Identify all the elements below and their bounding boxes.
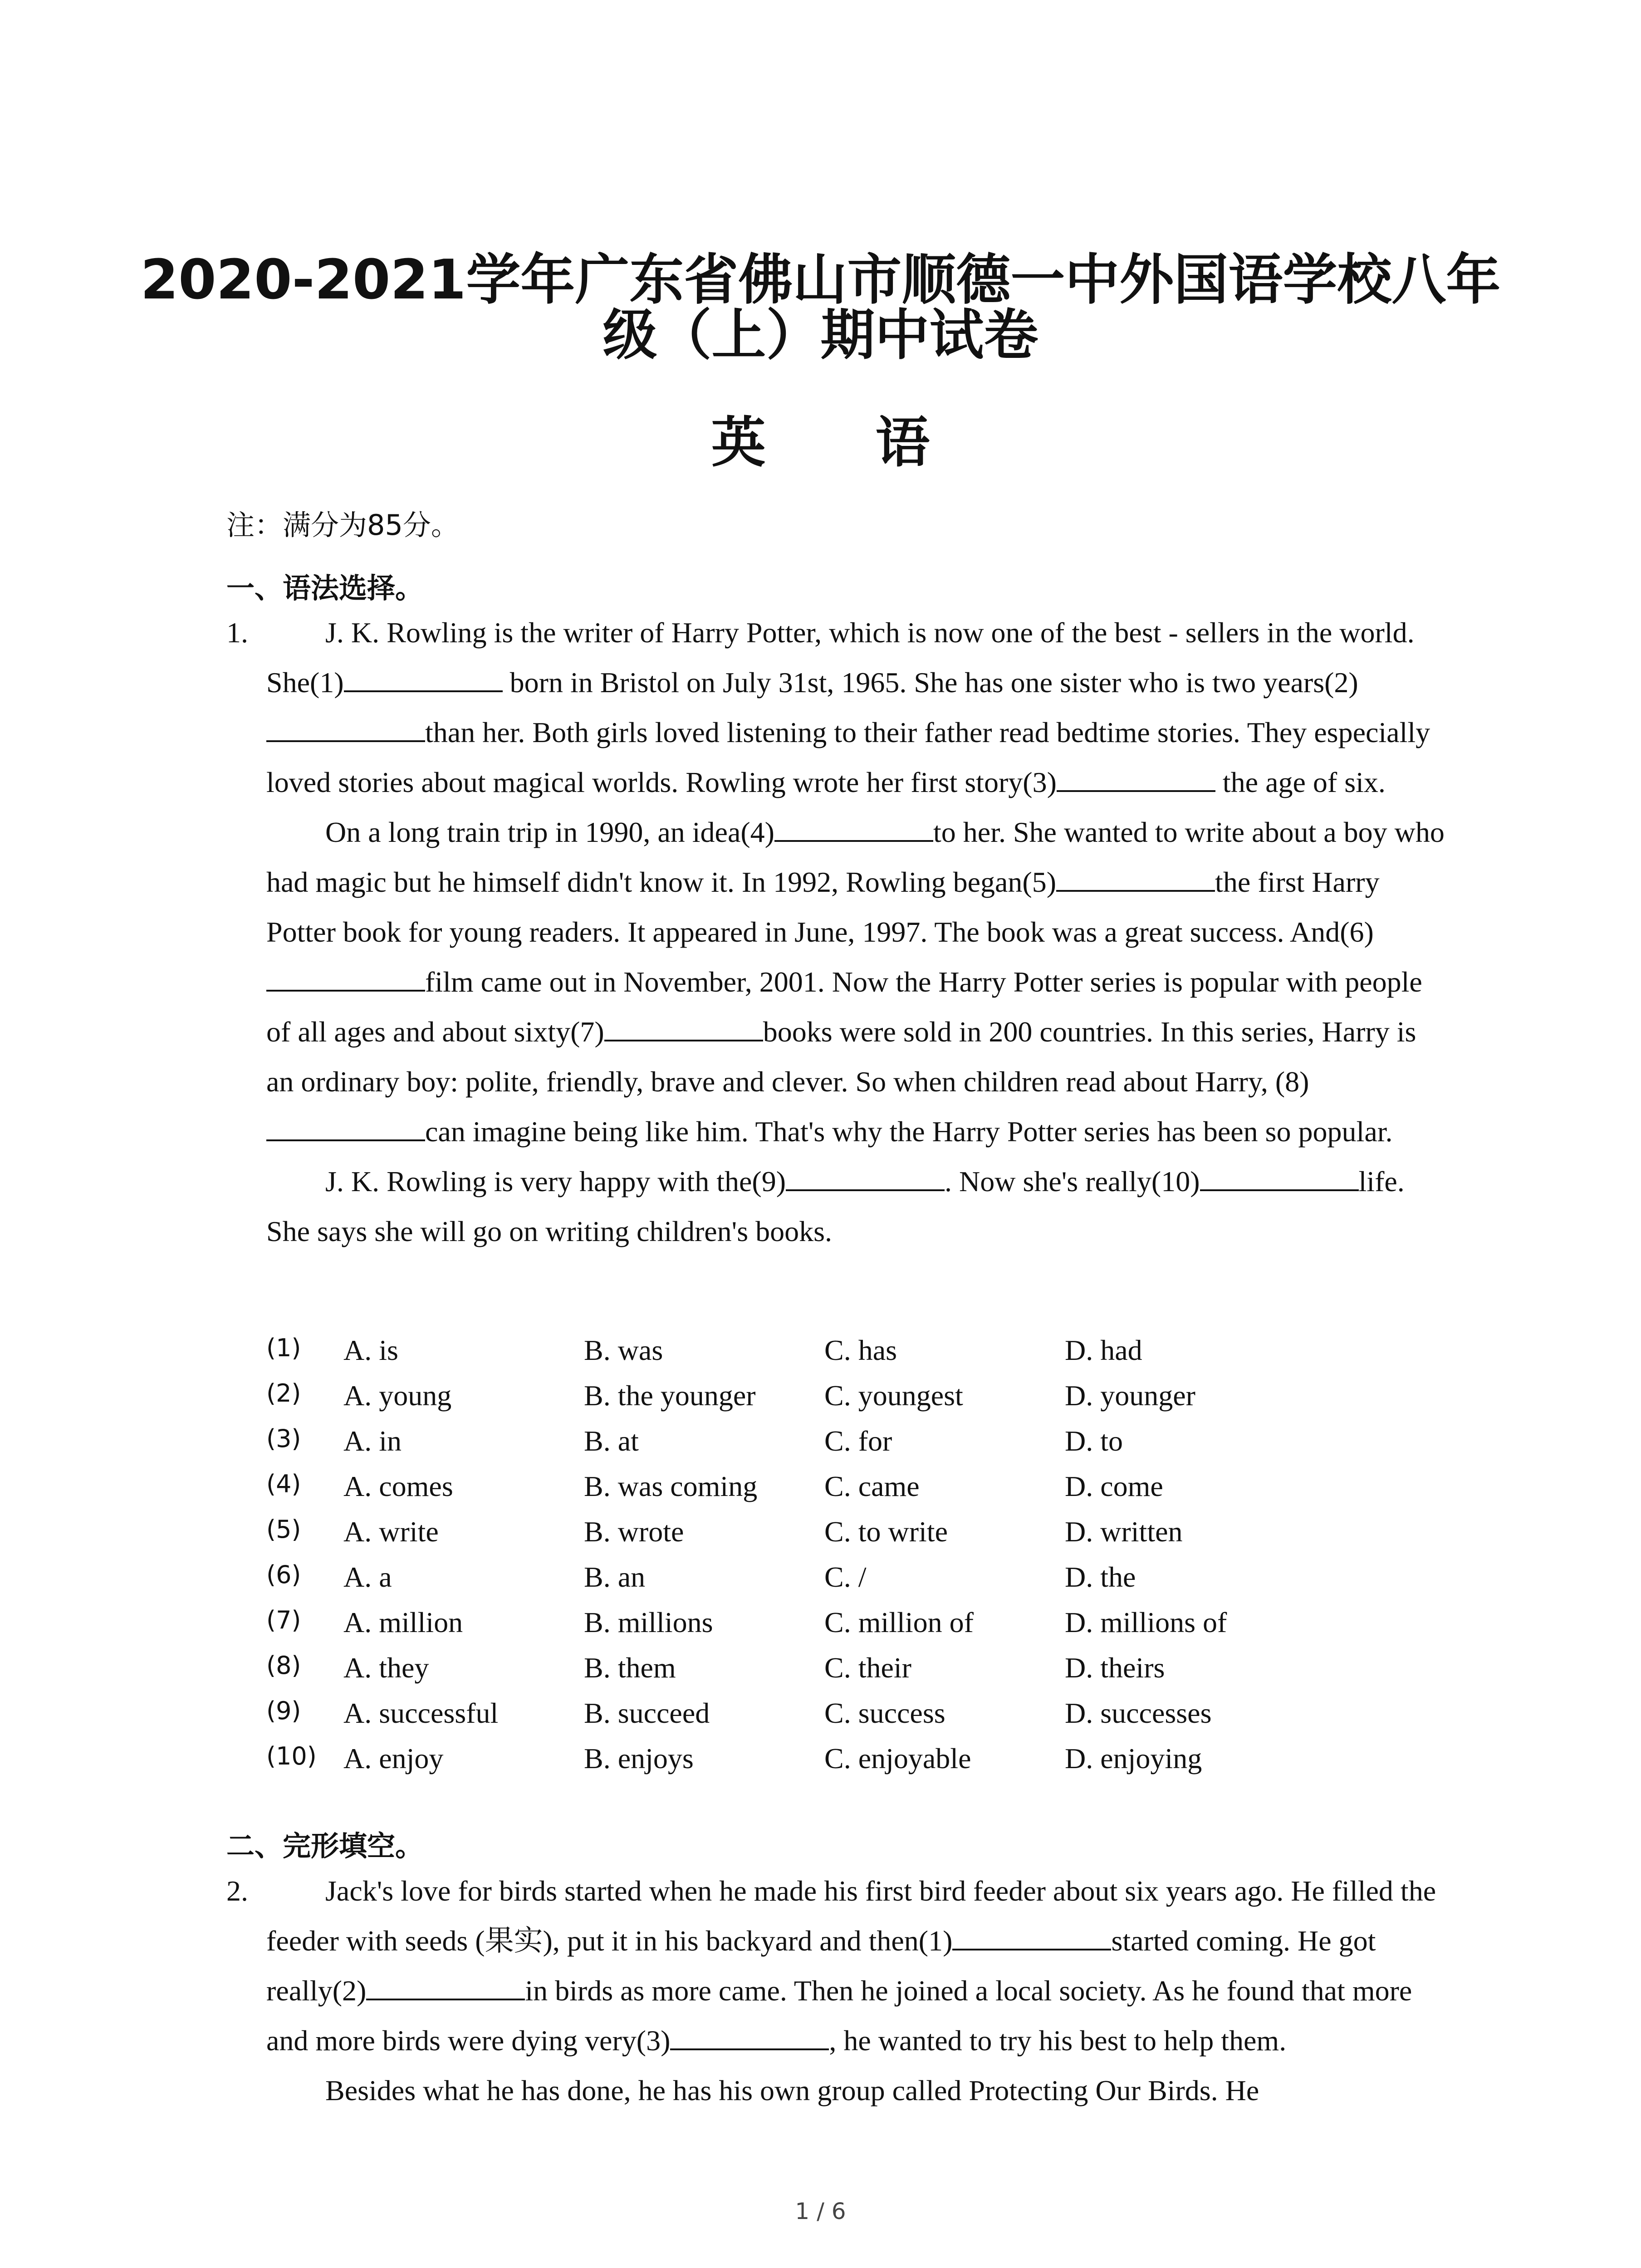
subject-title: 英 语 (711, 411, 975, 474)
answer-blank (344, 664, 503, 692)
page-title-line1: 2020-2021学年广东省佛山市顺德一中外国语学校八年 (140, 249, 1501, 312)
page-number: 1 / 6 (795, 2198, 846, 2224)
answer-blank (952, 1922, 1111, 1950)
passage-paragraph: Besides what he has done, he has his own group called Protecting Our Birds. He (325, 2074, 1259, 2107)
answer-blank (266, 714, 425, 742)
answer-blank (1200, 1163, 1359, 1191)
passage-paragraph: On a long train trip in 1990, an idea(4) to her. She wanted to write about a boy who had magic but he himself didn't know it. In 1992, Rowling began(5) the first Harry Potter book for young readers. It appeared in June, 1997. The book was a great success. And(6)film came out in November, 2001. Now the Harry Potter series is popular with people of all ages and about sixty(7) books were sold in 200 countries. In this series, Harry is an ordinary boy: polite, friendly, brave and clever. So when children read about Harry, (8)can imagine being like him. That's why the Harry Potter series has been so popular. (266, 807, 1446, 1157)
passage-paragraph: J. K. Rowling is very happy with the(9) . Now she's really(10) life. She says she will go on writing children's books. (266, 1157, 1446, 1256)
answer-blank (1056, 864, 1215, 892)
answer-blank (774, 814, 933, 842)
answer-blank (670, 2022, 829, 2050)
passage-paragraph: Jack's love for birds started when he made his first bird feeder about six years ago. He filled the feeder with seeds (果实), put it in his backyard and then(1) started coming. He got really(2) in birds as more came. Then he joined a local society. As he found that more and more birds were dying very(3) , he wanted to try his best to help them. (266, 1875, 1436, 2057)
question-number: 1. (226, 616, 248, 649)
cloze-passage (266, 1866, 1446, 2116)
page-title-line2: 级（上）期中试卷 (603, 304, 1038, 367)
section-heading-grammar: 一、语法选择。 (226, 572, 424, 605)
grammar-passage (266, 608, 1446, 1256)
score-note: 注：满分为85分。 (226, 508, 459, 542)
section-heading-cloze: 二、完形填空。 (226, 1829, 424, 1862)
answer-blank (266, 1113, 425, 1141)
answer-blank (266, 963, 425, 992)
answer-blank (786, 1163, 945, 1191)
answer-blank (366, 1972, 525, 2000)
answer-blank (604, 1013, 763, 1041)
answer-blank (1057, 764, 1215, 792)
question-number: 2. (226, 1875, 248, 1907)
passage-paragraph: J. K. Rowling is the writer of Harry Potter, which is now one of the best - sellers in the world. She(1) born in Bristol on July 31st, 1965. She has one sister who is two years(2)than her. Both girls loved listening to their father read bedtime stories. They especially loved stories about magical worlds. Rowling wrote her first story(3) the age of six. (266, 616, 1430, 798)
